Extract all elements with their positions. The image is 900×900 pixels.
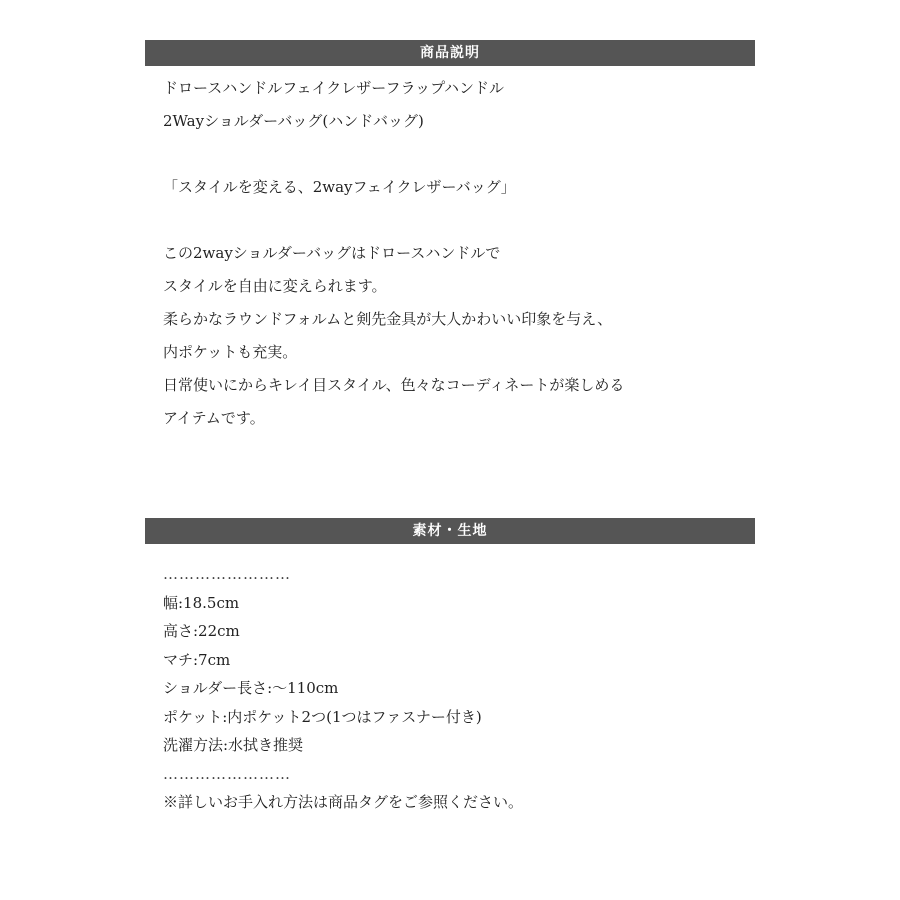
description-line: スタイルを自由に変えられます。	[163, 277, 387, 295]
spec-height: 高さ:22cm	[163, 622, 240, 640]
spec-washing: 洗濯方法:水拭き推奨	[163, 736, 304, 754]
description-line: 柔らかなラウンドフォルムと剣先金具が大人かわいい印象を与え、	[163, 310, 613, 328]
description-line: 「スタイルを変える、2wayフェイクレザーバッグ」	[163, 178, 516, 196]
spec-width: 幅:18.5cm	[163, 593, 240, 612]
description-line: 日常使いにからキレイ目スタイル、色々なコーディネートが楽しめる	[163, 376, 625, 394]
description-text-block	[163, 72, 753, 435]
spec-pocket: ポケット:内ポケット2つ(1つはファスナー付き)	[163, 707, 482, 726]
description-line	[163, 138, 753, 171]
spec-gusset: マチ:7cm	[163, 650, 231, 669]
section-header-description: 商品説明	[145, 40, 755, 66]
spec-shoulder-length: ショルダー長さ:〜110cm	[163, 679, 339, 697]
care-note: ※詳しいお手入れ方法は商品タグをご参照ください。	[163, 793, 524, 811]
description-line: 2Wayショルダーバッグ(ハンドバッグ)	[163, 112, 424, 130]
section-header-material: 素材・生地	[145, 518, 755, 544]
dotted-separator-top: ……………………	[163, 565, 291, 583]
description-line	[163, 204, 753, 237]
description-line: 内ポケットも充実。	[163, 343, 298, 361]
description-line: ドロースハンドルフェイクレザーフラップハンドル	[163, 79, 504, 97]
material-spec-block	[163, 560, 753, 817]
description-line: アイテムです。	[163, 409, 265, 427]
dotted-separator-bottom: ……………………	[163, 764, 291, 783]
description-line: この2wayショルダーバッグはドロースハンドルで	[163, 244, 501, 262]
